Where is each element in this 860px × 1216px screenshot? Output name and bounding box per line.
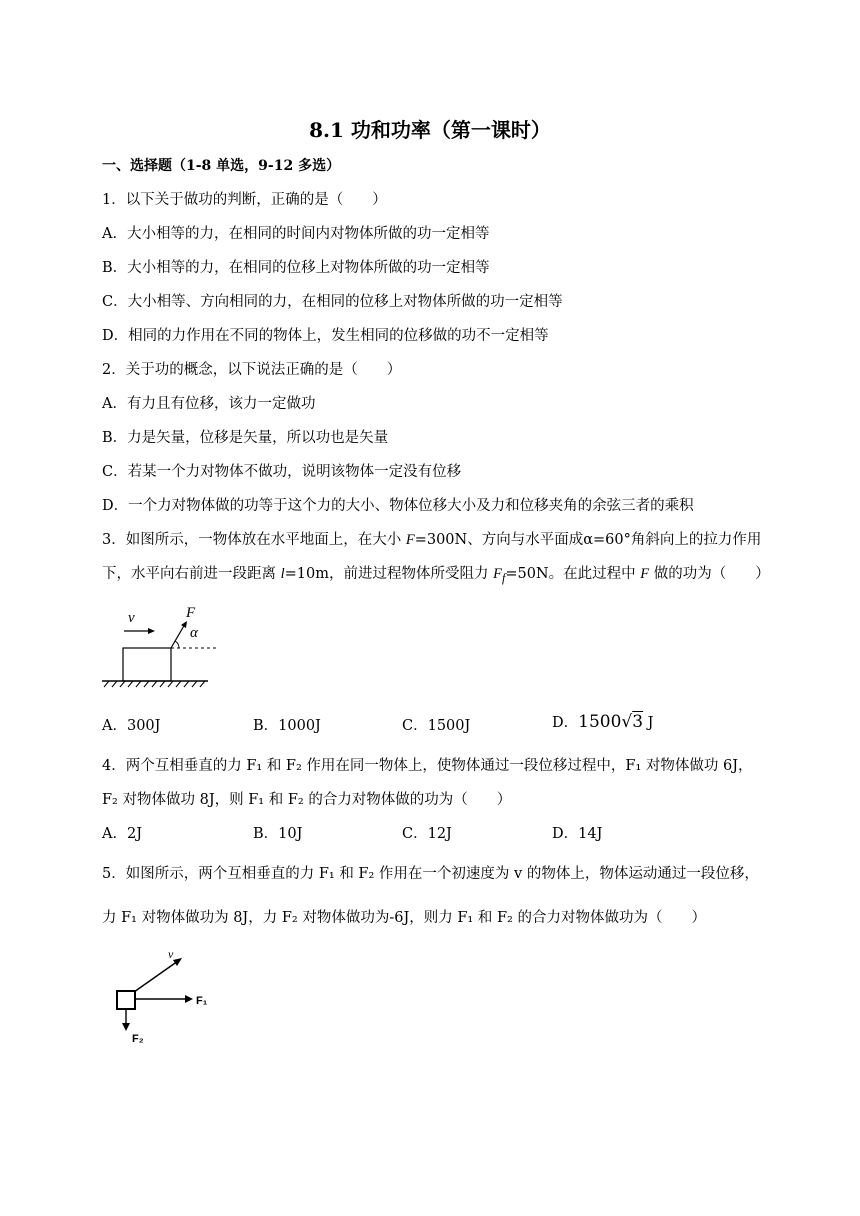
q4-option-b: B．10J	[253, 826, 303, 842]
q1-option-d: D．相同的力作用在不同的物体上，发生相同的位移做的功不一定相等	[102, 328, 549, 344]
q4-option-d: D．14J	[552, 826, 603, 842]
q4-stem-line1: 4．两个互相垂直的力 F₁ 和 F₂ 作用在同一物体上，使物体通过一段位移过程中，F₁ 对物体做功 6J，	[102, 758, 753, 774]
q3-var-l: l	[280, 566, 285, 582]
q3-var-F2: F	[640, 566, 650, 582]
q1-option-c: C．大小相等、方向相同的力，在相同的位移上对物体所做的功一定相等	[102, 294, 563, 310]
fig-alpha-label: α	[190, 625, 198, 641]
q5-stem-line1: 5．如图所示，两个互相垂直的力 F₁ 和 F₂ 作用在一个初速度为 v 的物体上，物体运动通过一段位移，	[102, 866, 759, 882]
q3-text: 下，水平向右前进一段距离	[102, 566, 281, 582]
q3-d-root: 3	[632, 712, 644, 732]
q3-option-d	[552, 711, 654, 732]
q5-stem-line2: 力 F₁ 对物体做功为 8J，力 F₂ 对物体做功为-6J，则力 F₁ 和 F₂ 的合力对物体做功为（ ）	[102, 910, 706, 926]
q3-stem-line1	[102, 528, 761, 549]
q3-text: 做的功为（ ）	[649, 566, 770, 582]
fig5-F2-label: F₂	[132, 1033, 144, 1045]
fig-F-label: F	[186, 605, 196, 621]
q3-text: =10m，前进过程物体所受阻力	[284, 566, 494, 582]
q2-option-b: B．力是矢量，位移是矢量，所以功也是矢量	[102, 430, 389, 446]
q3-var-f: f	[501, 570, 506, 585]
q1-stem: 1．以下关于做功的判断，正确的是（ ）	[102, 192, 387, 208]
page-title: 8.1 功和功率（第一课时）	[309, 118, 551, 142]
q3-var-F: F	[405, 532, 415, 548]
section-heading: 一、选择题（1-8 单选，9-12 多选）	[102, 158, 341, 174]
q3-text: 3．如图所示，一物体放在水平地面上，在大小	[102, 532, 406, 548]
q4-option-a: A．2J	[102, 826, 143, 842]
q5-figure	[108, 944, 218, 1046]
sqrt-sign: √	[621, 712, 633, 732]
q2-option-c: C．若某一个力对物体不做功，说明该物体一定没有位移	[102, 464, 462, 480]
q3-d-prefix: D．	[552, 715, 579, 731]
q4-option-c: C．12J	[402, 826, 452, 842]
fig5-v-label: v	[168, 947, 174, 961]
block	[117, 991, 135, 1009]
q2-option-a: A．有力且有位移，该力一定做功	[102, 396, 316, 412]
q2-stem: 2．关于功的概念，以下说法正确的是（ ）	[102, 362, 402, 378]
q3-option-c: C．1500J	[402, 718, 471, 734]
q4-stem-line2: F₂ 对物体做功 8J，则 F₁ 和 F₂ 的合力对物体做的功为（ ）	[102, 792, 512, 808]
q3-figure	[100, 600, 230, 692]
block	[123, 648, 171, 681]
q3-stem-line2	[102, 562, 770, 586]
q3-text: =50N。在此过程中	[505, 566, 641, 582]
q3-d-unit: J	[643, 715, 654, 731]
q3-text: =300N、方向与水平面成α=60°角斜向上的拉力作用	[414, 532, 762, 548]
q1-option-a: A．大小相等的力，在相同的时间内对物体所做的功一定相等	[102, 226, 490, 242]
fig-v-label: v	[128, 610, 135, 626]
q3-option-a: A．300J	[102, 718, 161, 734]
q1-option-b: B．大小相等的力，在相同的位移上对物体所做的功一定相等	[102, 260, 490, 276]
q2-option-d: D．一个力对物体做的功等于这个力的大小、物体位移大小及力和位移夹角的余弦三者的乘积	[102, 498, 694, 514]
fig5-F1-label: F₁	[196, 995, 208, 1007]
q3-d-num: 1500	[578, 712, 622, 732]
q3-option-b: B．1000J	[253, 718, 321, 734]
q3-var-Ff: F	[493, 566, 502, 582]
